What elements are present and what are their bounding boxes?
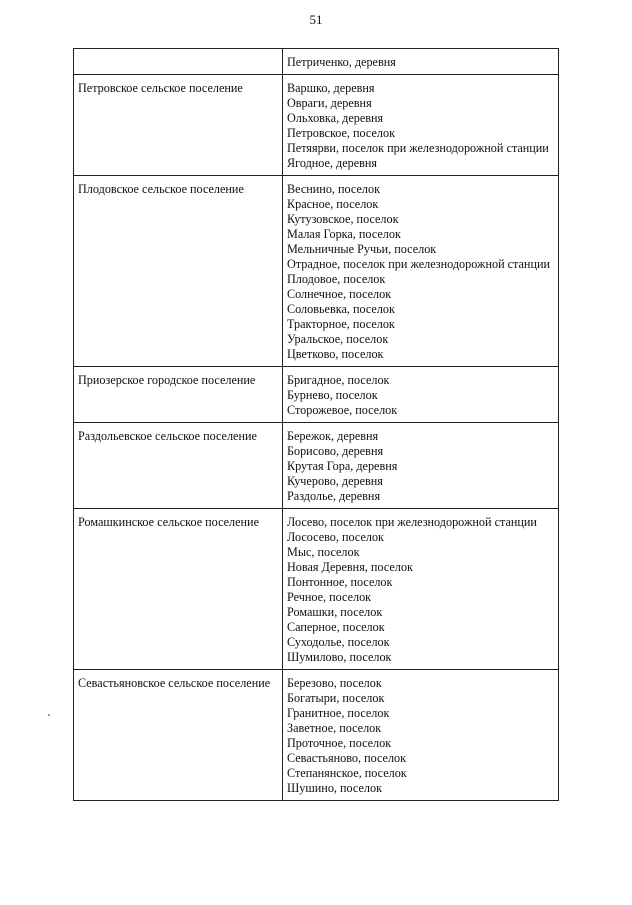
locality-item: Кутузовское, поселок (287, 212, 399, 226)
locality-item: Понтонное, поселок (287, 575, 393, 589)
locality-item: Овраги, деревня (287, 96, 372, 110)
locality-item: Солнечное, поселок (287, 287, 392, 301)
locality-item: Лосево, поселок при железнодорожной станции (287, 515, 537, 529)
locality-item: Бригадное, поселок (287, 373, 390, 387)
settlement-name: Ромашкинское сельское поселение (78, 515, 259, 529)
locality-item: Речное, поселок (287, 590, 372, 604)
locality-item: Варшко, деревня (287, 81, 375, 95)
table-row (74, 49, 559, 75)
table-row (74, 75, 559, 176)
locality-item: Уральское, поселок (287, 332, 389, 346)
table-row (74, 423, 559, 509)
locality-item: Отрадное, поселок при железнодорожной станции (287, 257, 551, 271)
settlement-name: Плодовское сельское поселение (78, 182, 244, 196)
settlement-name: Раздольевское сельское поселение (78, 429, 257, 443)
settlement-name: Приозерское городское поселение (78, 373, 256, 387)
locality-item: Лососево, поселок (287, 530, 384, 544)
locality-item: Бурнево, поселок (287, 388, 378, 402)
settlements-table (73, 48, 559, 801)
locality-item: Суходолье, поселок (287, 635, 390, 649)
locality-item: Цветково, поселок (287, 347, 384, 361)
locality-item: Бережок, деревня (287, 429, 379, 443)
scan-speck (48, 714, 50, 716)
settlement-name-cell (74, 509, 283, 670)
locality-item: Ромашки, поселок (287, 605, 383, 619)
localities-cell (283, 49, 559, 75)
locality-item: Тракторное, поселок (287, 317, 395, 331)
locality-item: Степанянское, поселок (287, 766, 407, 780)
localities-cell (283, 670, 559, 801)
locality-item: Ягодное, деревня (287, 156, 378, 170)
locality-item: Богатыри, поселок (287, 691, 385, 705)
locality-item: Саперное, поселок (287, 620, 385, 634)
settlement-name-cell (74, 49, 283, 75)
locality-item: Малая Горка, поселок (287, 227, 401, 241)
locality-item: Проточное, поселок (287, 736, 392, 750)
table-row (74, 509, 559, 670)
locality-item: Петриченко, деревня (287, 55, 396, 69)
locality-item: Соловьевка, поселок (287, 302, 395, 316)
localities-cell (283, 423, 559, 509)
locality-item: Новая Деревня, поселок (287, 560, 413, 574)
locality-item: Севастьяново, поселок (287, 751, 407, 765)
locality-item: Мельничные Ручьи, поселок (287, 242, 437, 256)
locality-item: Красное, поселок (287, 197, 379, 211)
localities-cell (283, 509, 559, 670)
locality-item: Сторожевое, поселок (287, 403, 398, 417)
localities-cell (283, 75, 559, 176)
locality-item: Раздолье, деревня (287, 489, 381, 503)
locality-item: Шумилово, поселок (287, 650, 392, 664)
localities-cell (283, 176, 559, 367)
settlement-name-cell (74, 367, 283, 423)
locality-item: Борисово, деревня (287, 444, 384, 458)
table-row (74, 670, 559, 801)
table-row (74, 367, 559, 423)
settlement-name-cell (74, 176, 283, 367)
locality-item: Кучерово, деревня (287, 474, 383, 488)
locality-item: Мыс, поселок (287, 545, 360, 559)
localities-cell (283, 367, 559, 423)
table-row (74, 176, 559, 367)
locality-item: Гранитное, поселок (287, 706, 390, 720)
locality-item: Березово, поселок (287, 676, 382, 690)
locality-item: Плодовое, поселок (287, 272, 386, 286)
locality-item: Шушино, поселок (287, 781, 382, 795)
locality-item: Петяярви, поселок при железнодорожной станции (287, 141, 549, 155)
settlement-name-cell (74, 75, 283, 176)
settlement-name: Петровское сельское поселение (78, 81, 243, 95)
settlements-table-body (74, 49, 559, 801)
page-number: 51 (309, 12, 323, 27)
settlement-name-cell (74, 670, 283, 801)
settlement-name: Севастьяновское сельское поселение (78, 676, 271, 690)
locality-item: Крутая Гора, деревня (287, 459, 398, 473)
settlement-name-cell (74, 423, 283, 509)
locality-item: Веснино, поселок (287, 182, 380, 196)
locality-item: Петровское, поселок (287, 126, 395, 140)
locality-item: Ольховка, деревня (287, 111, 384, 125)
locality-item: Заветное, поселок (287, 721, 382, 735)
